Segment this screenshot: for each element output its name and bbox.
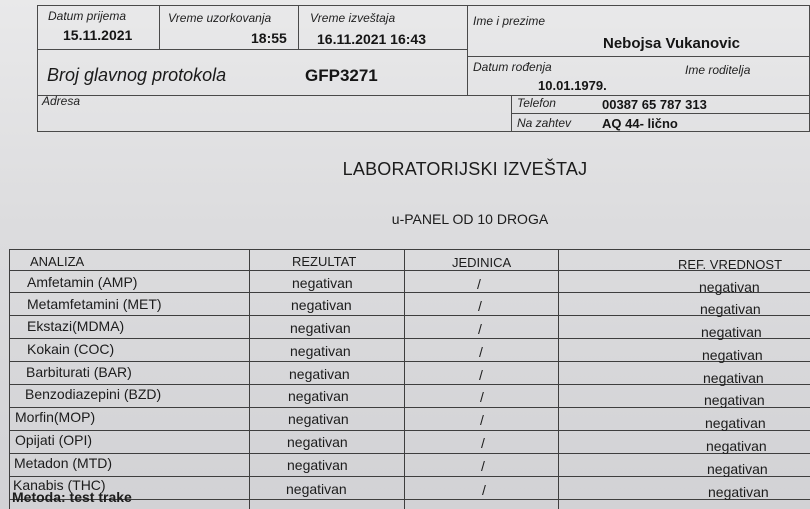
row-result: negativan [290,343,351,359]
birth-label: Datum rođenja [473,60,552,74]
table-rule [9,384,810,385]
table-rule [9,249,810,250]
row-analysis: Amfetamin (AMP) [27,274,138,290]
row-unit: / [477,276,481,292]
row-ref: negativan [706,438,767,454]
report-time-label: Vreme izveštaja [310,11,396,25]
row-ref: negativan [701,324,762,340]
row-unit: / [479,344,483,360]
received-label: Datum prijema [48,9,127,23]
row-analysis: Benzodiazepini (BZD) [25,386,162,402]
row-analysis: Barbiturati (BAR) [26,364,132,380]
row-unit: / [482,482,486,498]
protocol-label: Broj glavnog protokola [47,65,227,85]
row-ref: negativan [707,461,768,477]
row-analysis: Metamfetamini (MET) [27,296,162,312]
received-value: 15.11.2021 [63,27,133,43]
method-note: Metoda: test trake [12,489,132,505]
row-analysis: Ekstazi(MDMA) [27,318,125,334]
table-rule [9,430,810,431]
results-table [9,249,810,509]
row-ref: negativan [708,484,769,500]
row-result: negativan [286,481,347,497]
birth-value: 10.01.1979. [538,78,607,93]
table-rule [9,338,810,339]
table-divider [9,249,10,509]
row-result: negativan [289,366,350,382]
row-result: negativan [291,297,352,313]
request-value: AQ 44- lično [602,116,678,131]
report-time-value: 16.11.2021 16:43 [317,31,426,47]
row-analysis: Metadon (MTD) [14,455,113,471]
phone-label: Telefon [517,96,556,110]
protocol-value: GFP3271 [305,66,378,85]
table-divider [404,249,405,509]
row-ref: negativan [705,415,766,431]
table-divider [249,249,250,509]
row-unit: / [478,321,482,337]
row-unit: / [480,412,484,428]
sampling-label: Vreme uzorkovanja [168,11,272,25]
row-ref: negativan [702,347,763,363]
row-result: negativan [288,388,349,404]
row-ref: negativan [704,392,765,408]
row-ref: negativan [700,301,761,317]
name-label: Ime i prezime [473,14,546,28]
header-unit: JEDINICA [452,255,512,270]
row-result: negativan [292,275,353,291]
parent-label: Ime roditelja [685,63,751,77]
header-analysis: ANALIZA [30,254,85,269]
phone-value: 00387 65 787 313 [602,97,707,112]
table-rule [9,476,810,477]
header-result: REZULTAT [292,254,357,269]
row-unit: / [480,389,484,405]
row-result: negativan [290,320,351,336]
sampling-value: 18:55 [251,30,287,46]
table-rule [9,407,810,408]
address-cell [37,95,512,132]
patient-header [37,5,810,132]
table-rule [9,292,810,293]
row-unit: / [481,458,485,474]
report-subtitle: u-PANEL OD 10 DROGA [391,211,549,227]
table-rule [9,453,810,454]
name-value: Nebojsa Vukanovic [603,35,740,52]
request-label: Na zahtev [517,116,572,130]
row-ref: negativan [703,370,764,386]
row-unit: / [481,435,485,451]
table-rule [9,361,810,362]
row-result: negativan [287,434,348,450]
row-analysis: Kanabis (THC) [13,477,106,493]
header-ref: REF. VREDNOST [678,257,783,272]
row-analysis: Morfin(MOP) [15,409,96,425]
row-analysis: Kokain (COC) [27,341,115,357]
row-ref: negativan [699,279,760,295]
address-label: Adresa [42,94,81,108]
row-unit: / [478,298,482,314]
row-result: negativan [287,457,348,473]
report-title: LABORATORIJSKI IZVEŠTAJ [342,159,588,179]
row-unit: / [479,367,483,383]
table-divider [558,249,559,509]
row-analysis: Opijati (OPI) [15,432,93,448]
table-rule [9,315,810,316]
row-result: negativan [288,411,349,427]
